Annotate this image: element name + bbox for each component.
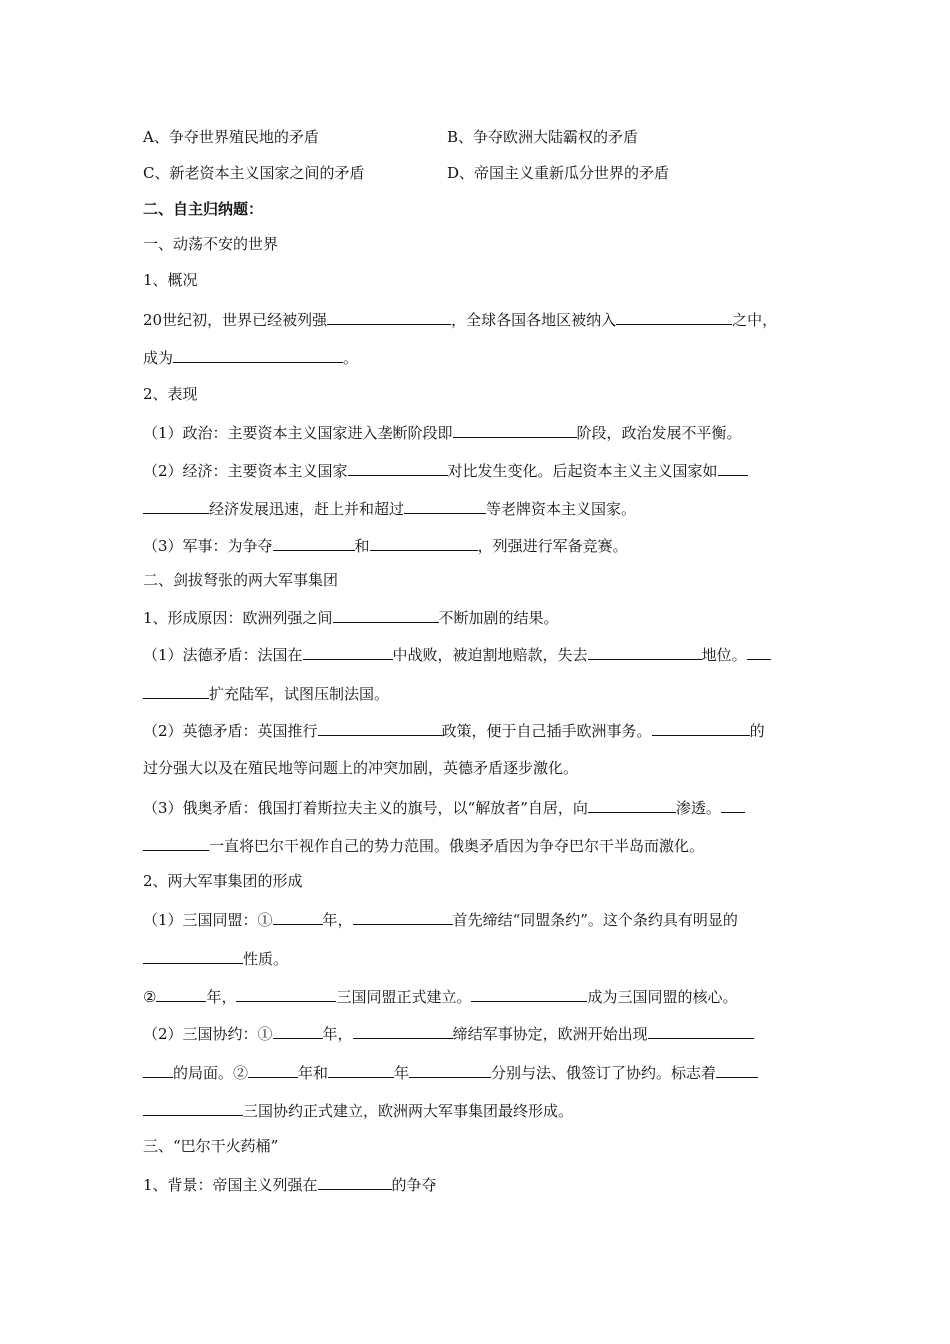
background-line: [143, 1173, 437, 1195]
answer-blank[interactable]: [173, 346, 343, 363]
answer-blank[interactable]: [303, 643, 393, 660]
text: 三国同盟正式建立。: [336, 988, 472, 1006]
text: （1）三国同盟：①: [143, 911, 273, 929]
economy-line2: [143, 497, 636, 519]
text: 不断加剧的结果。: [438, 609, 559, 627]
answer-blank[interactable]: [471, 985, 587, 1002]
text: 经济发展迅速，赶上并和超过: [209, 500, 405, 518]
text: 1、形成原因：欧洲列强之间: [143, 609, 333, 627]
text: （3）俄奥矛盾：俄国打着斯拉夫主义的旗号，以“解放者”自居，向: [143, 799, 588, 817]
answer-blank[interactable]: [648, 1022, 754, 1039]
text: 的争夺: [391, 1176, 437, 1194]
part1-title: 一、动荡不安的世界: [143, 235, 279, 253]
part2-title: 二、剑拔弩张的两大军事集团: [143, 571, 339, 589]
text: 1、背景：帝国主义列强在: [143, 1176, 318, 1194]
economy-line1: [143, 459, 748, 481]
text: 缔结军事协定，欧洲开始出现: [452, 1025, 648, 1043]
text: 年和: [298, 1064, 329, 1082]
answer-blank[interactable]: [333, 606, 439, 623]
answer-blank[interactable]: [327, 308, 451, 325]
answer-blank[interactable]: [318, 719, 442, 736]
triple-alliance-line3: [143, 985, 738, 1007]
answer-blank[interactable]: [453, 421, 577, 438]
text: （2）英德矛盾：英国推行: [143, 722, 318, 740]
answer-blank[interactable]: [409, 1061, 491, 1078]
overview-line1: [143, 308, 777, 330]
text: 年: [394, 1064, 410, 1082]
formation-title: 2、两大军事集团的形成: [143, 872, 303, 890]
text: 阶段，政治发展不平衡。: [576, 424, 742, 442]
triple-entente-line1: [143, 1022, 754, 1044]
option-d: D、帝国主义重新瓜分世界的矛盾: [447, 164, 670, 182]
answer-blank[interactable]: [370, 534, 478, 551]
text: 性质。: [243, 950, 289, 968]
russia-austria-line2: [143, 834, 704, 856]
text: （2）经济：主要资本主义国家: [143, 462, 348, 480]
text: 之中，: [732, 311, 778, 329]
text: 20世纪初，世界已经被列强: [143, 311, 328, 329]
text: 地位。: [701, 646, 747, 664]
answer-blank[interactable]: [353, 908, 453, 925]
text: 年，: [322, 911, 353, 929]
text: （1）法德矛盾：法国在: [143, 646, 303, 664]
manifest-title: 2、表现: [143, 385, 198, 403]
answer-blank[interactable]: [143, 1099, 243, 1116]
france-germany-line1: [143, 643, 771, 665]
triple-alliance-line2: [143, 947, 288, 969]
option-a: A、争夺世界殖民地的矛盾: [143, 128, 319, 146]
answer-blank[interactable]: [236, 985, 336, 1002]
answer-blank[interactable]: [328, 1061, 394, 1078]
text: 扩充陆军，试图压制法国。: [209, 685, 390, 703]
answer-blank[interactable]: [143, 834, 209, 851]
text: 的: [749, 722, 765, 740]
answer-blank[interactable]: [718, 459, 748, 476]
text: 。: [343, 349, 359, 367]
text: （3）军事：为争夺: [143, 537, 273, 555]
text: 一直将巴尔干视作自己的势力范围。俄奥矛盾因为争夺巴尔干半岛而激化。: [209, 837, 705, 855]
option-b: B、争夺欧洲大陆霸权的矛盾: [447, 128, 639, 146]
answer-blank[interactable]: [273, 534, 355, 551]
answer-blank[interactable]: [616, 308, 732, 325]
answer-blank[interactable]: [273, 1022, 323, 1039]
answer-blank[interactable]: [348, 459, 448, 476]
answer-blank[interactable]: [273, 908, 323, 925]
text: ，全球各国各地区被纳入: [451, 311, 617, 329]
text: 成为: [143, 349, 174, 367]
britain-germany-line2: 过分强大以及在殖民地等问题上的冲突加剧，英德矛盾逐步激化。: [143, 759, 579, 777]
triple-entente-line2: [143, 1061, 758, 1083]
text: 年，: [206, 988, 237, 1006]
text: 中战败，被迫割地赔款，失去: [392, 646, 588, 664]
text: （2）三国协约：①: [143, 1025, 273, 1043]
overview-title: 1、概况: [143, 271, 198, 289]
text: 政策，便于自己插手欧洲事务。: [441, 722, 652, 740]
answer-blank[interactable]: [652, 719, 750, 736]
triple-entente-line3: [143, 1099, 573, 1121]
france-germany-line2: [143, 682, 389, 704]
overview-line2: [143, 346, 358, 368]
text: 年，: [322, 1025, 353, 1043]
answer-blank[interactable]: [353, 1022, 453, 1039]
text: 首先缔结“同盟条约”。这个条约具有明显的: [452, 911, 738, 929]
answer-blank[interactable]: [588, 796, 676, 813]
text: ，列强进行军备竞赛。: [477, 537, 628, 555]
answer-blank[interactable]: [588, 643, 702, 660]
text: 成为三国同盟的核心。: [587, 988, 738, 1006]
cause-line: [143, 606, 559, 628]
answer-blank[interactable]: [716, 1061, 758, 1078]
answer-blank[interactable]: [143, 1061, 173, 1078]
part3-title: 三、“巴尔干火药桶”: [143, 1137, 279, 1155]
answer-blank[interactable]: [404, 497, 486, 514]
text: 的局面。②: [173, 1064, 249, 1082]
text: 和: [354, 537, 370, 555]
text: 三国协约正式建立，欧洲两大军事集团最终形成。: [243, 1102, 574, 1120]
text: ②: [143, 988, 157, 1006]
triple-alliance-line1: [143, 908, 738, 930]
answer-blank[interactable]: [143, 947, 243, 964]
russia-austria-line1: [143, 796, 745, 818]
answer-blank[interactable]: [318, 1173, 392, 1190]
britain-germany-line1: [143, 719, 765, 741]
answer-blank[interactable]: [747, 643, 771, 660]
text: 分别与法、俄签订了协约。标志着: [491, 1064, 717, 1082]
politics-line: [143, 421, 742, 443]
text: 渗透。: [675, 799, 721, 817]
military-line: [143, 534, 628, 556]
text: 等老牌资本主义国家。: [486, 500, 637, 518]
text: 对比发生变化。后起资本主义主义国家如: [447, 462, 718, 480]
answer-blank[interactable]: [143, 682, 209, 699]
option-c: C、新老资本主义国家之间的矛盾: [143, 164, 365, 182]
answer-blank[interactable]: [721, 796, 745, 813]
answer-blank[interactable]: [248, 1061, 298, 1078]
answer-blank[interactable]: [156, 985, 206, 1002]
answer-blank[interactable]: [143, 497, 209, 514]
text: （1）政治：主要资本主义国家进入垄断阶段即: [143, 424, 453, 442]
section-title: 二、自主归纳题：: [143, 200, 264, 218]
